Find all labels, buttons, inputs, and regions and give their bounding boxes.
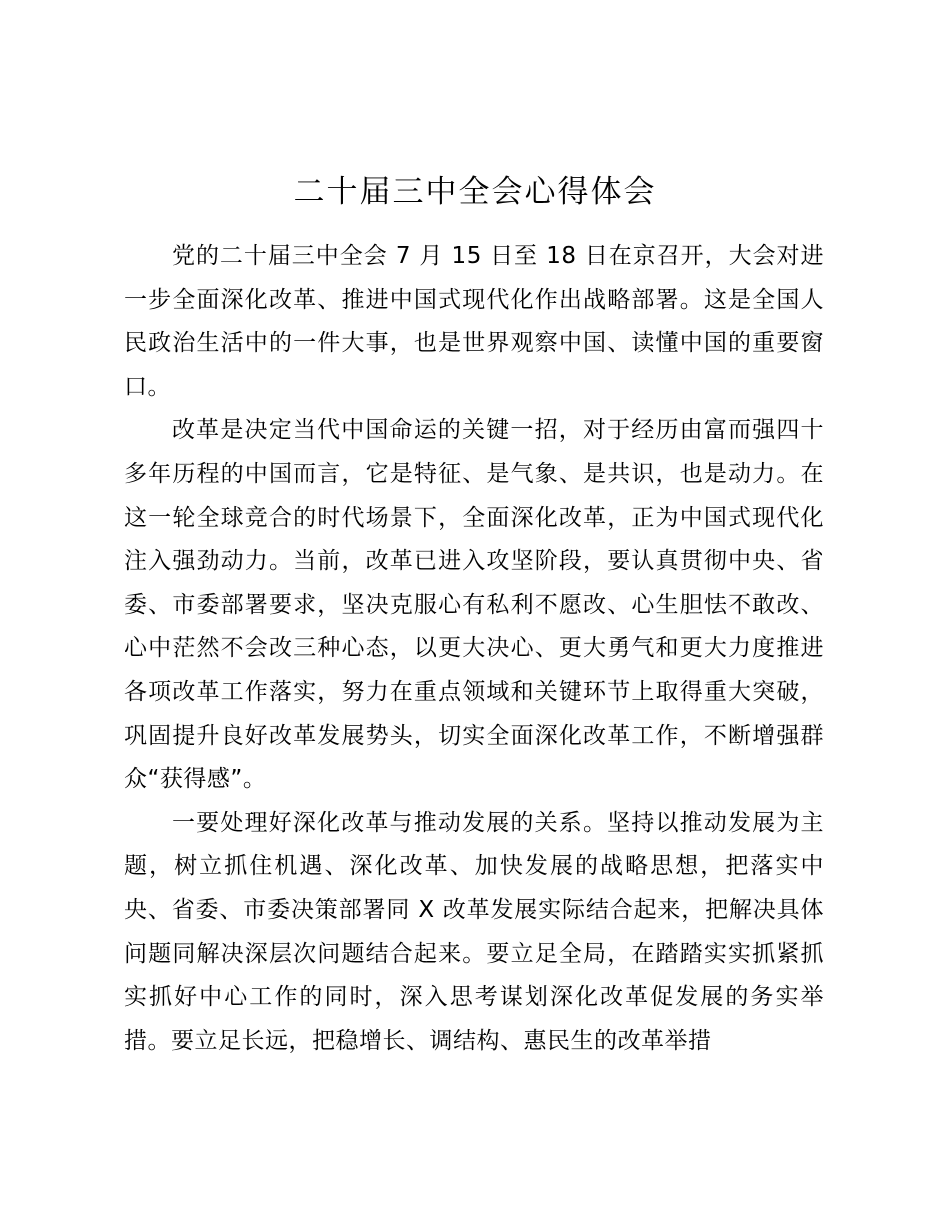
document-body xyxy=(124,235,824,1063)
paragraph-first-point: 一要处理好深化改革与推动发展的关系。坚持以推动发展为主题，树立抓住机遇、深化改革、加快发展的战略思想，把落实中央、省委、市委决策部署同 X 改革发展实际结合起来，把解决具体问题同解决深层次问题结合起来。要立足全局，在踏踏实实抓紧抓实抓好中心工作的同时，深入思考谋划深化改革促发展的务实举措。要立足长远，把稳增长、调结构、惠民生的改革举措 xyxy=(124,809,824,1054)
paragraph-intro: 党的二十届三中全会 7 月 15 日至 18 日在京召开，大会对进一步全面深化改革、推进中国式现代化作出战略部署。这是全国人民政治生活中的一件大事，也是世界观察中国、读懂中国的重要窗口。 xyxy=(124,243,824,400)
paragraph-reform: 改革是决定当代中国命运的关键一招，对于经历由富而强四十多年历程的中国而言，它是特征、是气象、是共识，也是动力。在这一轮全球竞合的时代场景下，全面深化改革，正为中国式现代化注入强劲动力。当前，改革已进入攻坚阶段，要认真贯彻中央、省委、市委部署要求，坚决克服心有私利不愿改、心生胆怯不敢改、心中茫然不会改三种心态，以更大决心、更大勇气和更大力度推进各项改革工作落实，努力在重点领域和关键环节上取得重大突破，巩固提升良好改革发展势头，切实全面深化改革工作，不断增强群众“获得感”。 xyxy=(124,417,824,793)
document-title: 二十届三中全会心得体会 xyxy=(293,174,657,210)
